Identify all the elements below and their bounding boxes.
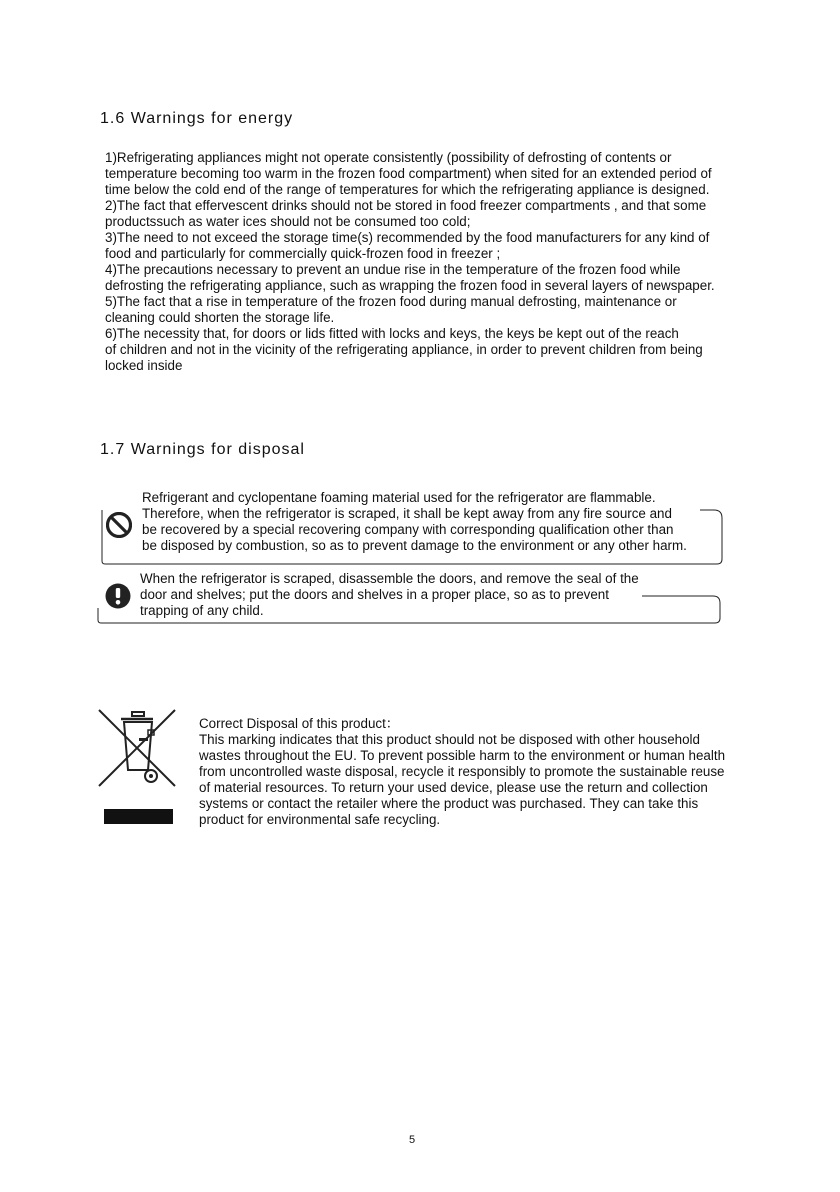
section-heading-disposal: 1.7 Warnings for disposal	[100, 441, 305, 458]
energy-line: productssuch as water ices should not be consumed too cold;	[105, 214, 471, 229]
weee-black-bar	[104, 809, 173, 824]
section-heading-energy: 1.6 Warnings for energy	[100, 110, 294, 127]
energy-line: defrosting the refrigerating appliance, such as wrapping the frozen food in several layers of newspaper.	[105, 278, 715, 293]
warning-line: door and shelves; put the doors and shelves in a proper place, so as to prevent	[140, 587, 609, 602]
energy-line: 1)Refrigerating appliances might not operate consistently (possibility of defrosting of contents or	[105, 150, 672, 165]
weee-line: product for environmental safe recycling.	[199, 812, 441, 827]
weee-line: Correct Disposal of this product：	[199, 716, 400, 731]
energy-line: temperature becoming too warm in the frozen food compartment) when sited for an extended period of	[105, 166, 712, 181]
weee-line: from uncontrolled waste disposal, recycle it responsibly to promote the sustainable reuse	[199, 764, 725, 779]
warning-line: Therefore, when the refrigerator is scraped, it shall be kept away from any fire source and	[142, 506, 672, 521]
energy-line: 6)The necessity that, for doors or lids fitted with locks and keys, the keys be kept out of the reach	[105, 326, 679, 341]
energy-line: food and particularly for commercially quick-frozen food in freezer ;	[105, 246, 501, 261]
energy-line: 4)The precautions necessary to prevent an undue rise in the temperature of the frozen food while	[105, 262, 681, 277]
warning-line: be recovered by a special recovering company with corresponding qualification other than	[142, 522, 674, 537]
weee-line: of material resources. To return your used device, please use the return and collection	[199, 780, 708, 795]
energy-line: cleaning could shorten the storage life.	[105, 310, 335, 325]
exclamation-icon	[105, 583, 131, 609]
energy-line: 2)The fact that effervescent drinks should not be stored in food freezer compartments , and that some	[105, 198, 707, 213]
weee-line: This marking indicates that this product should not be disposed with other household	[199, 732, 700, 747]
energy-line: of children and not in the vicinity of the refrigerating appliance, in order to prevent children from being	[105, 342, 703, 357]
page-number: 5	[409, 1134, 416, 1146]
weee-line: wastes throughout the EU. To prevent possible harm to the environment or human health	[199, 748, 726, 763]
warning-box-flammable	[100, 486, 730, 566]
warning-line: Refrigerant and cyclopentane foaming material used for the refrigerator are flammable.	[142, 490, 656, 505]
weee-disposal-text	[199, 716, 725, 828]
energy-line: locked inside	[105, 358, 183, 373]
energy-warnings-text	[105, 150, 715, 374]
weee-line: systems or contact the retailer where the product was purchased. They can take this	[199, 796, 699, 811]
energy-line: time below the cold end of the range of temperatures for which the refrigerating appliance is designed.	[105, 182, 710, 197]
warning-line: trapping of any child.	[140, 603, 264, 618]
crossed-out-wheelie-bin-icon	[97, 708, 177, 788]
warning-box-trapping	[96, 568, 726, 628]
warning-line: When the refrigerator is scraped, disassemble the doors, and remove the seal of the	[140, 571, 639, 586]
energy-line: 3)The need to not exceed the storage time(s) recommended by the food manufacturers for any kind of	[105, 230, 710, 245]
warning-flammable-text	[142, 490, 687, 554]
energy-line: 5)The fact that a rise in temperature of the frozen food during manual defrosting, maintenance or	[105, 294, 677, 309]
warning-trapping-text	[140, 571, 639, 619]
prohibition-icon	[106, 512, 132, 538]
warning-line: be disposed by combustion, so as to prevent damage to the environment or any other harm.	[142, 538, 687, 553]
